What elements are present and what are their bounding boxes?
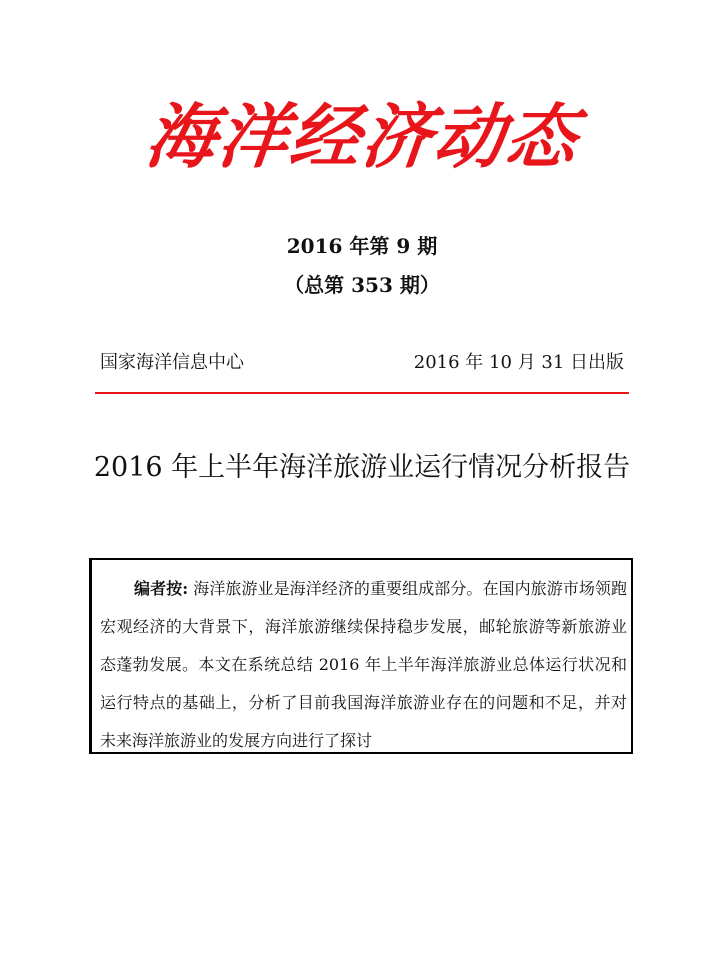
publication-date: 2016 年 10 月 31 日出版 [413,352,624,373]
issue-total-number: （总第 353 期） [284,273,440,297]
masthead-title: 海洋经济动态 [141,95,583,178]
header-divider [95,392,629,394]
editor-note-box [89,558,633,754]
editor-note-label: 编者按: [134,579,189,598]
editor-note-text: 海洋旅游业是海洋经济的重要组成部分。在国内旅游市场领跑宏观经济的大背景下，海洋旅游继续保持稳步发展，邮轮旅游等新旅游业态蓬勃发展。本文在系统总结 2016 年上半年海洋旅游业总体运行状况和运行特点的基础上，分析了目前我国海洋旅游业存在的问题和不足，并对未来海洋旅游业的发展方向进行了探讨 [100,579,627,750]
editor-note-paragraph [100,570,627,760]
report-title: 2016 年上半年海洋旅游业运行情况分析报告 [93,452,631,483]
issue-number: 2016 年第 9 期 [286,234,438,258]
publisher: 国家海洋信息中心 [100,352,244,373]
